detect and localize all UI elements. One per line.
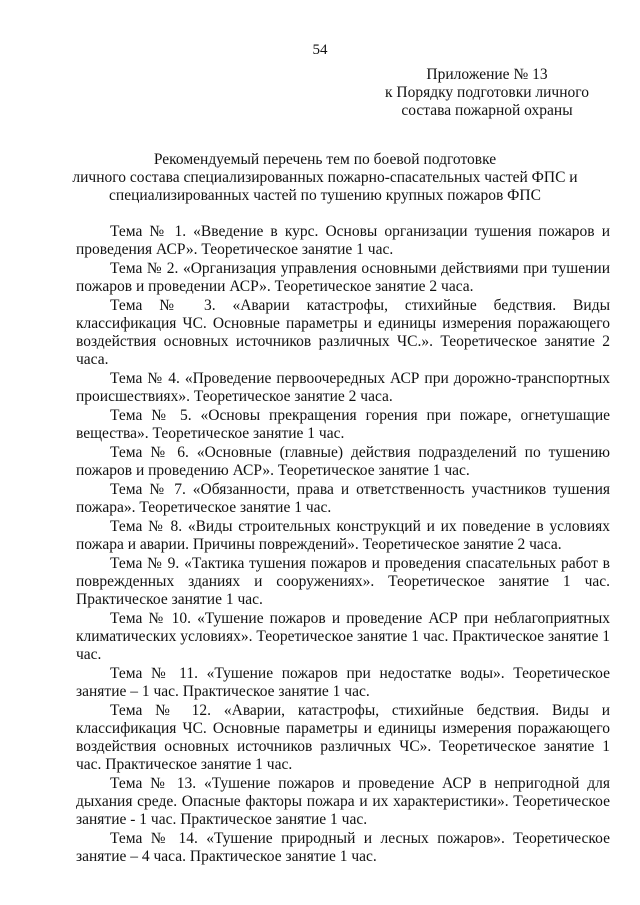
- topic-item: Тема № 11. «Тушение пожаров при недостатке воды». Теоретическое занятие – 1 час. Практическое занятие 1 час.: [76, 665, 610, 700]
- title-line-2: личного состава специализированных пожарно-спасательных частей ФПС и: [72, 169, 578, 186]
- topic-item: Тема № 3. «Аварии катастрофы, стихийные бедствия. Виды классификация ЧС. Основные параметры и единицы измерения поражающего воздействия основных источников различных ЧС.». Теоретическое занятие 2 часа.: [76, 297, 610, 368]
- topics-list: [76, 223, 610, 867]
- topic-item: Тема № 8. «Виды строительных конструкций и их поведение в условиях пожара и аварии. Причины повреждений». Теоретическое занятие 2 часа.: [76, 518, 610, 553]
- topic-item: Тема № 9. «Тактика тушения пожаров и проведения спасательных работ в поврежденных зданиях и сооружениях». Теоретическое занятие 1 час. Практическое занятие 1 час.: [76, 555, 610, 608]
- topic-item: Тема № 6. «Основные (главные) действия подразделений по тушению пожаров и проведению АСР». Теоретическое занятие 1 час.: [76, 444, 610, 479]
- topic-item: Тема № 2. «Организация управления основными действиями при тушении пожаров и проведении АСР». Теоретическое занятие 2 часа.: [76, 260, 610, 295]
- appendix-number: Приложение № 13: [426, 66, 548, 83]
- topic-item: Тема № 13. «Тушение пожаров и проведение АСР в непригодной для дыхания среде. Опасные факторы пожара и их характеристики». Теоретическое занятие - 1 час. Практическое занятие 1 час.: [76, 775, 610, 828]
- appendix-header: [372, 66, 602, 120]
- topic-item: Тема № 14. «Тушение природный и лесных пожаров». Теоретическое занятие – 4 часа. Практическое занятие 1 час.: [76, 830, 610, 865]
- topic-item: Тема № 10. «Тушение пожаров и проведение АСР при неблагоприятных климатических условиях». Теоретическое занятие 1 час. Практическое занятие 1 час.: [76, 610, 610, 663]
- appendix-reference-line-1: к Порядку подготовки личного: [385, 84, 589, 101]
- title-line-1: Рекомендуемый перечень тем по боевой подготовке: [153, 151, 497, 168]
- topic-item: Тема № 4. «Проведение первоочередных АСР при дорожно-транспортных происшествиях». Теоретическое занятие 2 часа.: [76, 370, 610, 405]
- topic-item: Тема № 7. «Обязанности, права и ответственность участников тушения пожара». Теоретическое занятие 1 час.: [76, 481, 610, 516]
- topic-item: Тема № 5. «Основы прекращения горения при пожаре, огнетушащие вещества». Теоретическое занятие 1 час.: [76, 407, 610, 442]
- topic-item: Тема № 1. «Введение в курс. Основы организации тушения пожаров и проведения АСР». Теоретическое занятие 1 час.: [76, 223, 610, 258]
- topic-item: Тема № 12. «Аварии, катастрофы, стихийные бедствия. Виды и классификация ЧС. Основные параметры и единицы измерения поражающего воздействия основных источников различных ЧС». Теоретическое занятие 1 час. Практическое занятие 1 час.: [76, 702, 610, 773]
- title-line-3: специализированных частей по тушению крупных пожаров ФПС: [109, 187, 541, 204]
- document-title: [40, 151, 610, 205]
- appendix-reference-line-2: состава пожарной охраны: [401, 102, 573, 119]
- page-number: 54: [312, 42, 328, 58]
